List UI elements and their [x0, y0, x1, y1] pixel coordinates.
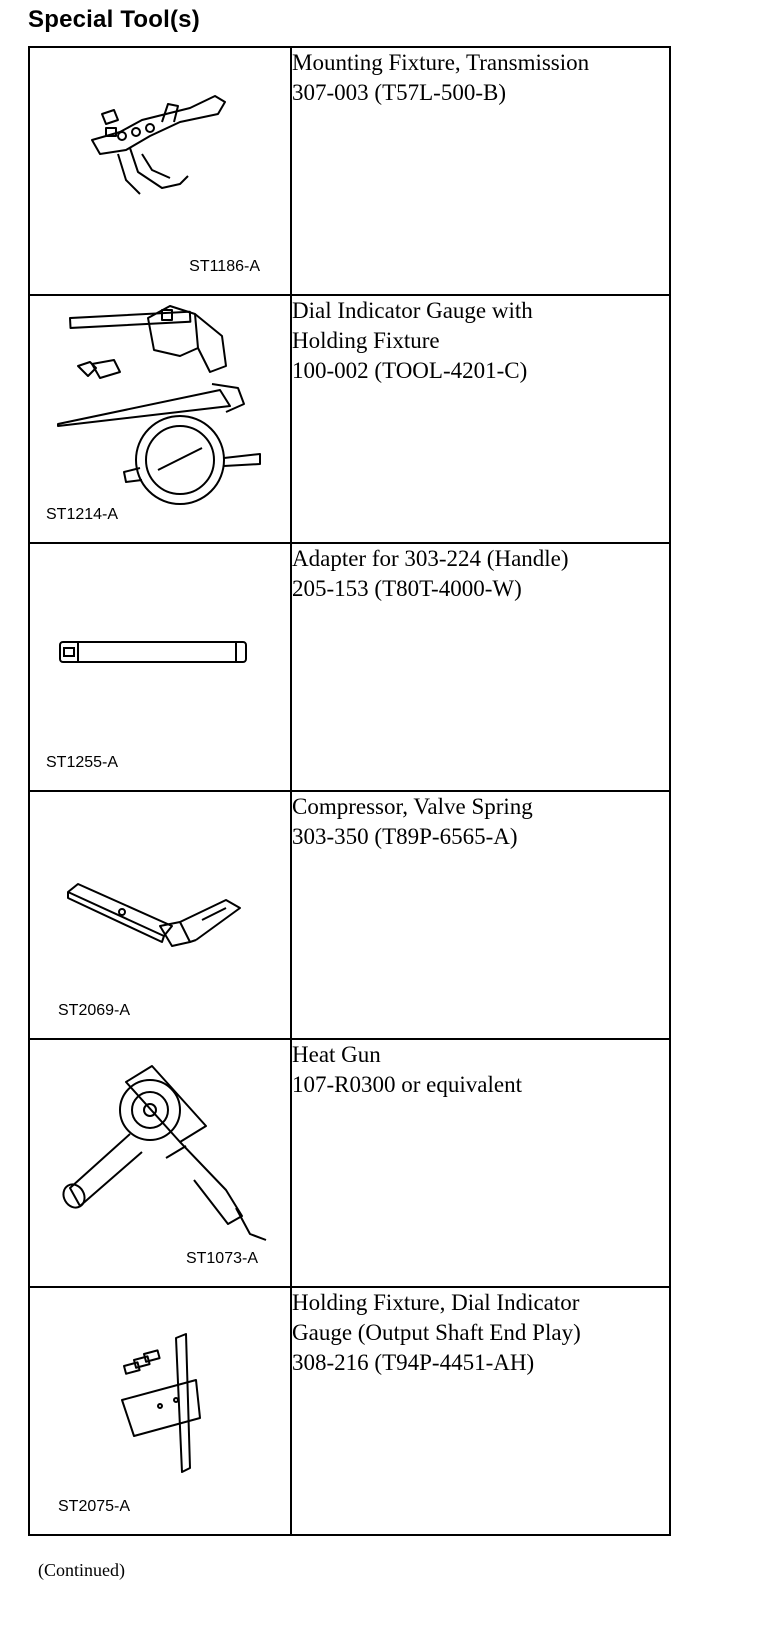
tool-name: Adapter for 303-224 (Handle) [292, 546, 569, 571]
tool-description [291, 791, 670, 1039]
tool-number: 100-002 (TOOL-4201-C) [292, 358, 528, 383]
tool-name: Heat Gun [292, 1042, 381, 1067]
figure-code: ST1255-A [46, 754, 119, 771]
tool-illustration-cell [29, 295, 291, 543]
table-row [29, 543, 670, 791]
figure-code: ST1186-A [189, 258, 260, 275]
tool-number: 307-003 (T57L-500-B) [292, 80, 506, 105]
tool-number: 107-R0300 or equivalent [292, 1072, 522, 1097]
tool-description [291, 295, 670, 543]
continued-note: (Continued) [38, 1560, 125, 1580]
tool-name: Mounting Fixture, Transmission [292, 50, 590, 75]
tool-name-cont: Gauge (Output Shaft End Play) [292, 1320, 581, 1345]
tool-illustration-cell [29, 791, 291, 1039]
tool-number: 205-153 (T80T-4000-W) [292, 576, 522, 601]
tool-description [291, 1039, 670, 1287]
tool-name-cont: Holding Fixture [292, 328, 440, 353]
tool-illustration-cell [29, 1039, 291, 1287]
table-row [29, 791, 670, 1039]
table-row [29, 1039, 670, 1287]
figure-code: ST1214-A [46, 506, 119, 523]
tool-illustration-cell [29, 1287, 291, 1535]
tool-description [291, 1287, 670, 1535]
tool-name: Holding Fixture, Dial Indicator [292, 1290, 580, 1315]
tool-description [291, 47, 670, 295]
table-row [29, 47, 670, 295]
tool-number: 303-350 (T89P-6565-A) [292, 824, 518, 849]
figure-code: ST2069-A [58, 1002, 131, 1019]
tool-illustration-cell [29, 543, 291, 791]
figure-code: ST1073-A [185, 1250, 258, 1267]
table-row [29, 1287, 670, 1535]
tool-illustration-cell [29, 47, 291, 295]
special-tools-table [28, 46, 671, 1536]
tool-number: 308-216 (T94P-4451-AH) [292, 1350, 535, 1375]
page-title: Special Tool(s) [28, 6, 200, 33]
table-row [29, 295, 670, 543]
figure-code: ST2075-A [58, 1498, 131, 1515]
tool-name: Dial Indicator Gauge with [292, 298, 533, 323]
tool-name: Compressor, Valve Spring [292, 794, 533, 819]
tool-description [291, 543, 670, 791]
